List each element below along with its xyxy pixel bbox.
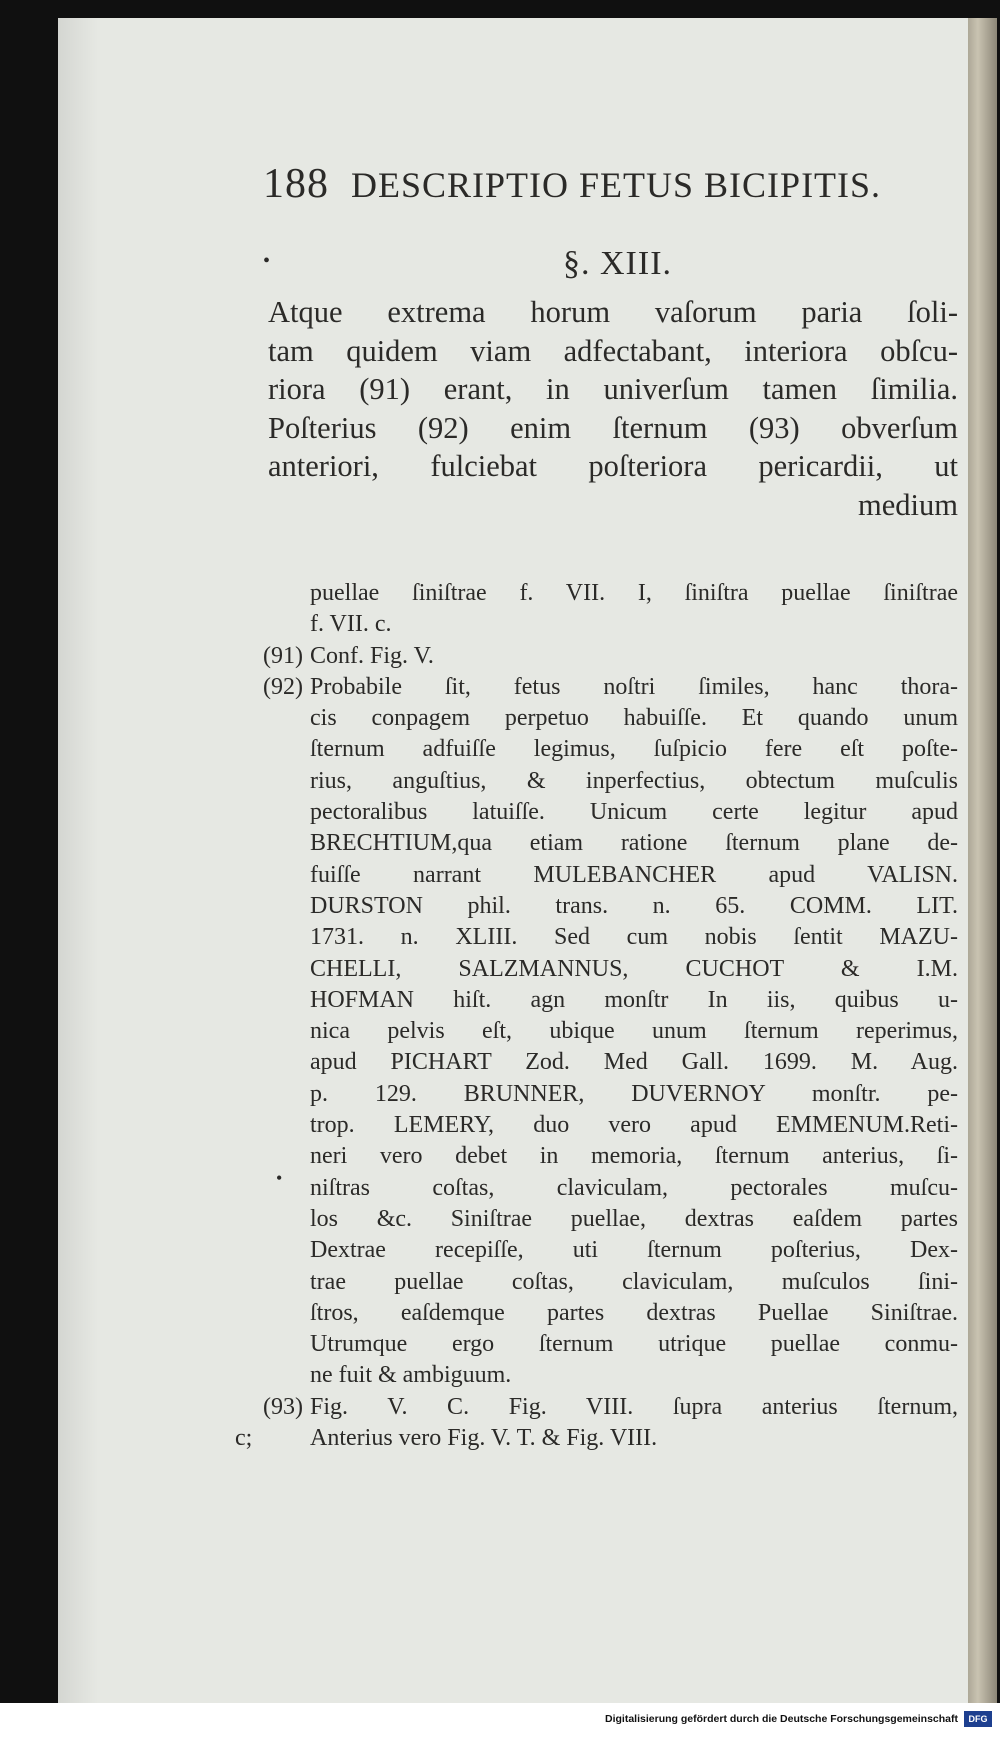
main-paragraph <box>268 293 958 524</box>
footnote-number: (91) <box>263 642 303 669</box>
running-title: DESCRIPTIO FETUS BICIPITIS. <box>351 165 882 205</box>
running-header <box>263 160 963 208</box>
note-line: p. 129. BRUNNER, DUVERNOY monſtr. pe- <box>310 1080 958 1107</box>
note-line: apud PICHART Zod. Med Gall. 1699. M. Aug. <box>310 1049 958 1076</box>
footnote-91 <box>263 641 958 672</box>
note-line: rius, anguſtius, & inperfectius, obtectum muſculis <box>310 767 958 794</box>
body-line: Poſterius (92) enim ſternum (93) obverſum <box>268 410 958 445</box>
note-line: ſternum adfuiſſe legimus, ſuſpicio fere eſt poſte- <box>310 736 958 763</box>
body-line: tam quidem viam adfectabant, interiora obſcu- <box>268 333 958 368</box>
note-line: Anterius vero Fig. V. T. & Fig. VIII. <box>310 1425 658 1452</box>
note-line: puellae ſiniſtrae f. VII. I, ſiniſtra puellae ſiniſtrae <box>310 580 958 606</box>
book-page <box>58 18 968 1703</box>
note-line: CHELLI, SALZMANNUS, CUCHOT & I.M. <box>310 955 958 982</box>
note-line: nica pelvis eſt, ubique unum ſternum reperimus, <box>310 1018 958 1045</box>
note-line: Dextrae recepiſſe, uti ſternum poſterius, Dex- <box>310 1237 958 1264</box>
note-line: Probabile ſit, fetus noſtri ſimiles, hanc thora- <box>310 673 958 700</box>
catchword: medium <box>858 487 958 522</box>
note-line: HOFMAN hiſt. agn monſtr In iis, quibus u- <box>310 986 958 1013</box>
note-line: pectoralibus latuiſſe. Unicum certe legitur apud <box>310 799 958 826</box>
body-line: riora (91) erant, in univerſum tamen ſimilia. <box>268 372 958 406</box>
note-line: neri vero debet in memoria, ſternum anterius, ſi- <box>310 1143 958 1170</box>
footnote-number: (92) <box>263 673 303 700</box>
note-line: 1731. n. XLIII. Sed cum nobis ſentit MAZU- <box>310 924 958 951</box>
note-line: Fig. V. C. Fig. VIII. ſupra anterius ſternum, <box>310 1393 958 1420</box>
note-line: DURSTON phil. trans. n. 65. COMM. LIT. <box>310 892 958 919</box>
note-line: trae puellae coſtas, claviculam, muſculos ſini- <box>310 1268 958 1295</box>
body-line: anteriori, fulciebat poſteriora pericardii, ut <box>268 449 958 483</box>
footnote-93 <box>235 1392 958 1455</box>
footnote-continuation <box>268 578 958 641</box>
note-line: ne fuit & ambiguum. <box>310 1362 512 1389</box>
note-line: BRECHTIUM,qua etiam ratione ſternum plane de- <box>310 830 958 857</box>
note-line: f. VII. c. <box>310 611 392 638</box>
note-line: niſtras coſtas, claviculam, pectorales muſcu- <box>310 1174 958 1201</box>
section-heading: §. XIII. <box>563 245 673 282</box>
note-line: cis conpagem perpetuo habuiſſe. Et quando unum <box>310 705 958 732</box>
margin-dot: • <box>263 250 271 272</box>
note-line: ſtros, eaſdemque partes dextras Puellae Siniſtrae. <box>310 1299 958 1326</box>
note-line: los &c. Siniſtrae puellae, dextras eaſdem partes <box>310 1205 958 1232</box>
page-edge <box>965 18 997 1703</box>
footnote-number: (93) <box>263 1393 303 1420</box>
note-line: Utrumque ergo ſternum utrique puellae conmu- <box>310 1331 958 1358</box>
footnote-92 <box>263 672 958 1392</box>
note-line: trop. LEMERY, duo vero apud EMMENUM.Reti- <box>310 1112 958 1139</box>
body-line: Atque extrema horum vaſorum paria ſoli- <box>268 295 958 329</box>
page-number: 188 <box>263 161 329 207</box>
margin-dot: • <box>276 1168 283 1188</box>
note-line: Conf. Fig. V. <box>310 642 434 669</box>
footer-credit: Digitalisierung gefördert durch die Deutsche Forschungsgemeinschaft <box>605 1713 958 1725</box>
footnotes <box>235 578 958 1454</box>
dfg-logo-icon: DFG <box>964 1711 992 1727</box>
digitization-footer <box>0 1703 1000 1739</box>
margin-mark: c; <box>235 1424 253 1451</box>
note-line: fuiſſe narrant MULEBANCHER apud VALISN. <box>310 861 958 888</box>
